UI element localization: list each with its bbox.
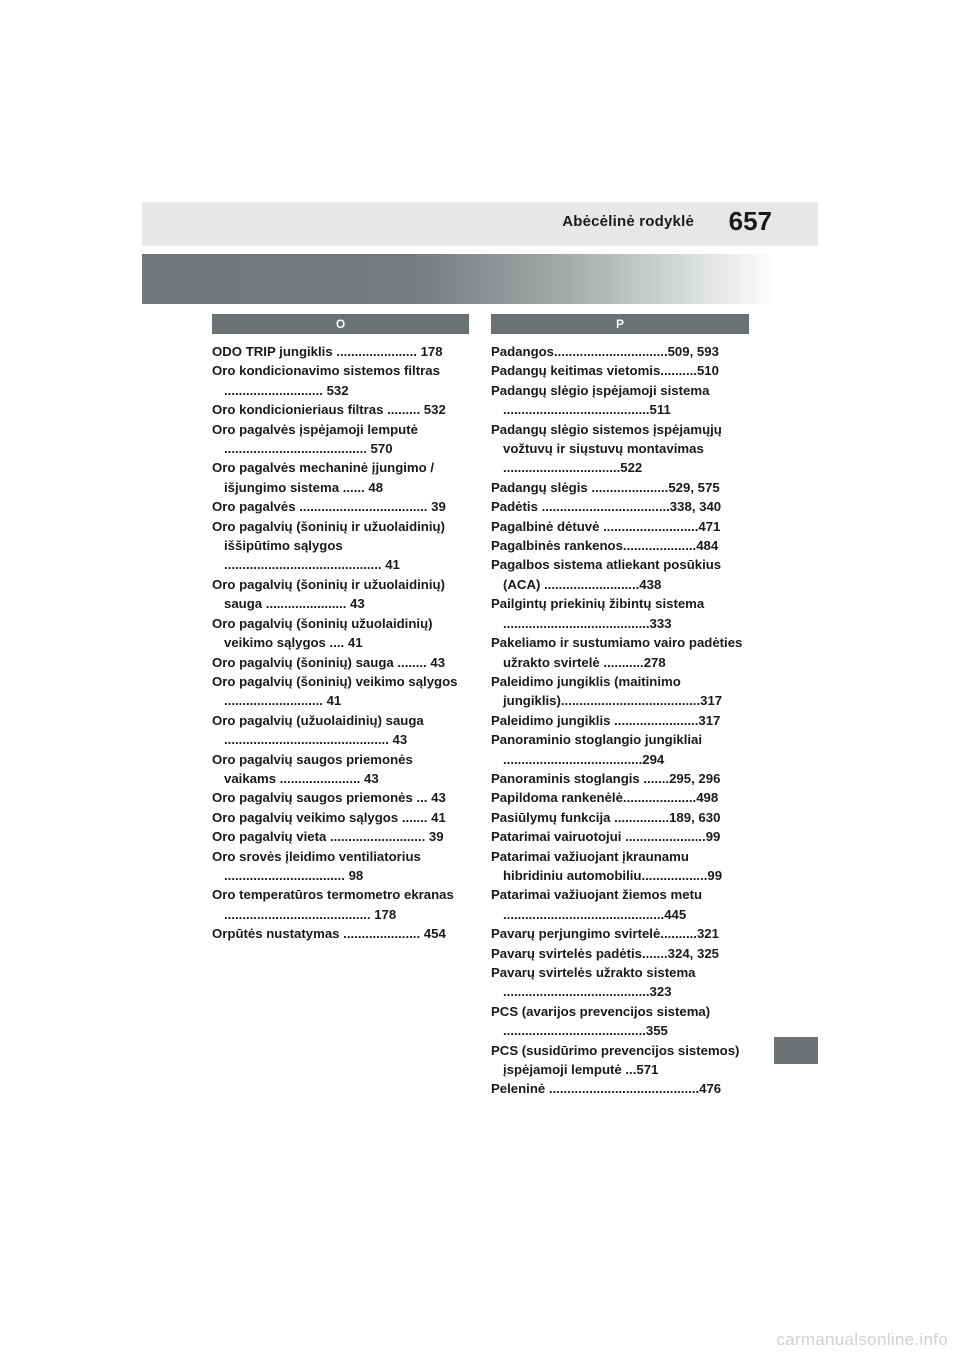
index-entry: Pagalbinė dėtuvė ..........................471 — [491, 518, 721, 534]
index-entry: PCS (susidūrimo prevencijos sistemos) įspėjamoji lemputė ...571 — [491, 1042, 740, 1078]
index-entry: Oro pagalvės ................................... 39 — [212, 499, 446, 515]
index-entry: Paleidimo jungiklis .......................317 — [491, 712, 721, 728]
index-entry: Pavarų perjungimo svirtelė..........321 — [491, 926, 719, 942]
index-entry: Oro pagalvių (šoninių) sauga ........ 43 — [212, 654, 446, 670]
index-entry: ODO TRIP jungiklis ...................... 178 — [212, 344, 443, 359]
decorative-band — [142, 254, 818, 304]
index-entry: Padangų slėgis .....................529, 575 — [491, 479, 720, 495]
index-entry: Pasiūlymų funkcija ...............189, 630 — [491, 809, 721, 825]
index-entry: Oro pagalvių (šoninių ir užuolaidinių) iššipūtimo sąlygos ........................................... 41 — [212, 518, 445, 573]
index-entry: Padangų keitimas vietomis..........510 — [491, 363, 719, 379]
index-entry: Oro pagalvių veikimo sąlygos ....... 41 — [212, 809, 446, 825]
index-entry: Oro pagalvių (užuolaidinių) sauga ............................................. 43 — [212, 712, 424, 748]
index-column-o — [212, 342, 464, 944]
index-entry: Oro pagalvės mechaninė įjungimo / išjungimo sistema ...... 48 — [212, 460, 435, 495]
thumb-index-tab — [774, 1037, 818, 1064]
index-entry: Padangų slėgio sistemos įspėjamųjų vožtuvų ir siųstuvų montavimas ................................522 — [491, 421, 722, 476]
section-header-p: P — [491, 314, 749, 334]
index-entry: Oro pagalvės įspėjamoji lemputė ....................................... 570 — [212, 421, 418, 457]
index-entry: Pakeliamo ir sustumiamo vairo padėties užrakto svirtelė ...........278 — [491, 635, 743, 670]
index-entry: Oro pagalvių (šoninių užuolaidinių) veikimo sąlygos .... 41 — [212, 615, 433, 651]
section-header-o: O — [212, 314, 469, 334]
watermark: carmanualsonline.info — [776, 1330, 948, 1349]
index-entry: Oro pagalvių vieta .......................... 39 — [212, 829, 444, 845]
page-number: 657 — [728, 206, 772, 236]
index-entry: Oro kondicionieriaus filtras ......... 532 — [212, 402, 446, 418]
index-entry: Oro pagalvių (šoninių ir užuolaidinių) sauga ...................... 43 — [212, 576, 445, 612]
index-entry: PCS (avarijos prevencijos sistema) .......................................355 — [491, 1003, 711, 1039]
index-entry: Peleninė .........................................476 — [491, 1081, 722, 1097]
index-entry: Papildoma rankenėlė....................498 — [491, 790, 719, 806]
page-header — [142, 202, 818, 246]
index-entry: Oro kondicionavimo sistemos filtras ........................... 532 — [212, 363, 440, 398]
index-entry: Pailgintų priekinių žibintų sistema ........................................333 — [491, 596, 705, 631]
index-entry: Oro temperatūros termometro ekranas ........................................ 178 — [212, 887, 454, 922]
index-entry: Pagalbinės rankenos....................484 — [491, 538, 719, 554]
index-entry: Pavarų svirtelės užrakto sistema ........................................323 — [491, 965, 696, 1000]
index-entry: Oro pagalvių saugos priemonės ... 43 — [212, 790, 446, 806]
index-entry: Patarimai važiuojant žiemos metu ............................................445 — [491, 887, 703, 922]
index-entry: Patarimai vairuotojui ......................99 — [491, 829, 721, 845]
index-entry: Oro srovės įleidimo ventiliatorius ................................. 98 — [212, 848, 421, 883]
index-column-p — [491, 342, 744, 1099]
index-entry: Panoraminio stoglangio jungikliai ......................................294 — [491, 732, 703, 767]
index-entry: Oro pagalvių (šoninių) veikimo sąlygos ........................... 41 — [212, 673, 458, 709]
index-entry: Pavarų svirtelės padėtis.......324, 325 — [491, 945, 719, 961]
index-entry: Panoraminis stoglangis .......295, 296 — [491, 770, 721, 786]
index-entry: Paleidimo jungiklis (maitinimo jungiklis)......................................317 — [491, 673, 723, 709]
index-entry: Patarimai važiuojant įkraunamu hibridiniu automobiliu..................99 — [491, 848, 723, 883]
index-entry: Oro pagalvių saugos priemonės vaikams ...................... 43 — [212, 751, 413, 786]
index-entry: Padangų slėgio įspėjamoji sistema ........................................511 — [491, 382, 710, 418]
index-entry: Orpūtės nustatymas ..................... 454 — [212, 926, 446, 942]
index-entry: Padėtis ...................................338, 340 — [491, 499, 722, 515]
index-entry: Padangos...............................509, 593 — [491, 344, 719, 359]
index-entry: Pagalbos sistema atliekant posūkius (ACA) ..........................438 — [491, 557, 722, 592]
header-title: Abėcėlinė rodyklė — [562, 213, 694, 230]
